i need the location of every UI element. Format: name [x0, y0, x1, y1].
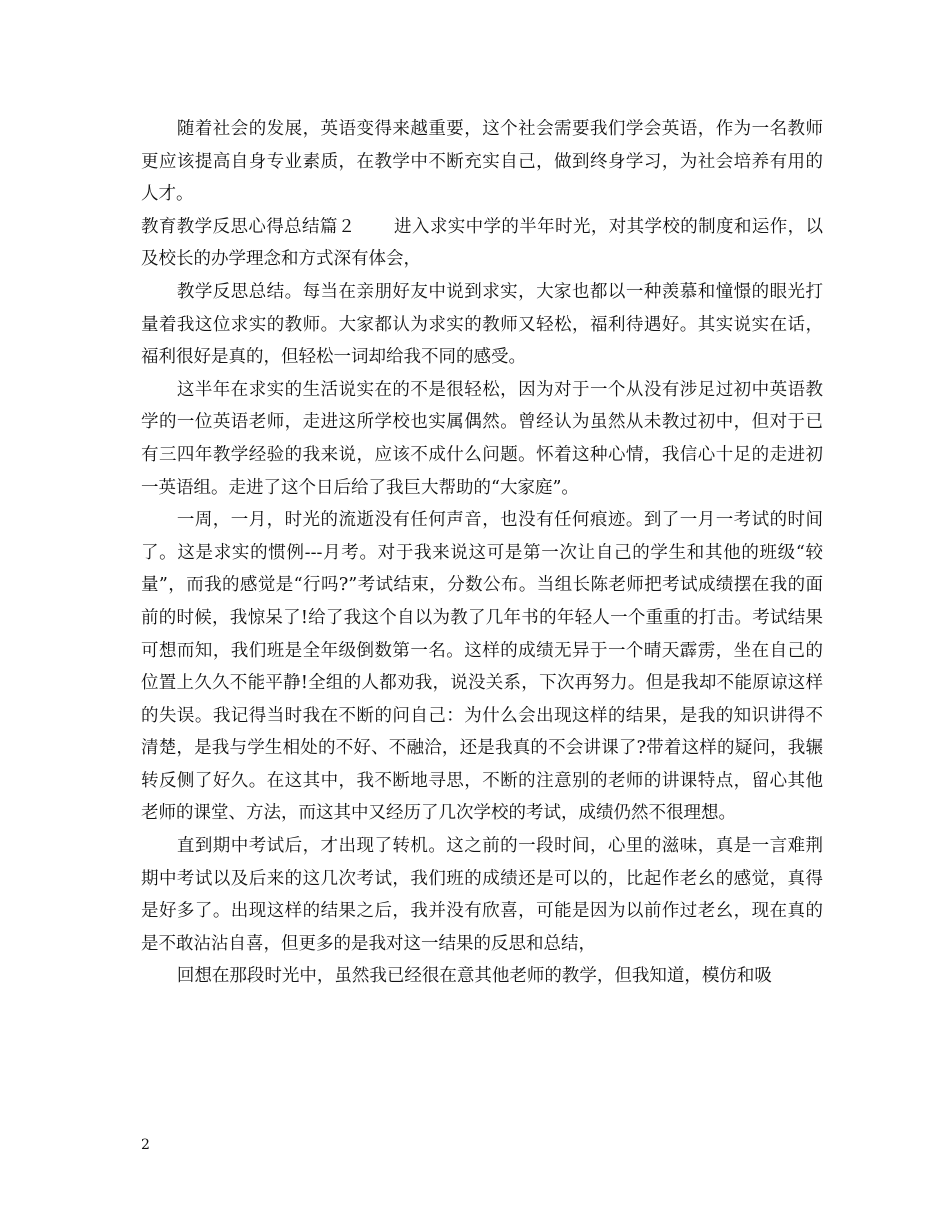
- heading-paragraph: [141, 211, 823, 276]
- paragraph: 教学反思总结。每当在亲朋好友中说到求实，大家也都以一种羡慕和憧憬的眼光打量着我这位求实的教师。大家都认为求实的教师又轻松，福利待遇好。其实说实在话，福利很好是真的，但轻松一词却给我不同的感受。: [141, 281, 823, 368]
- paragraph: 这半年在求实的生活说实在的不是很轻松，因为对于一个从没有涉足过初中英语教学的一位英语老师，走进这所学校也实属偶然。曾经认为虽然从未教过初中，但对于已有三四年教学经验的我来说，应该不成什么问题。怀着这种心情，我信心十足的走进初一英语组。走进了这个日后给了我巨大帮助的“大家庭”。: [141, 379, 823, 498]
- paragraph: 直到期中考试后，才出现了转机。这之前的一段时间，心里的滋味，真是一言难荆期中考试以及后来的这几次考试，我们班的成绩还是可以的，比起作老幺的感觉，真得是好多了。出现这样的结果之后，我并没有欣喜，可能是因为以前作过老幺，现在真的是不敢沾沾自喜，但更多的是我对这一结果的反思和总结，: [141, 836, 823, 954]
- page-number: 2: [141, 1137, 150, 1153]
- document-body: [141, 113, 823, 993]
- paragraph: 随着社会的发展，英语变得来越重要，这个社会需要我们学会英语，作为一名教师更应该提高自身专业素质，在教学中不断充实自己，做到终身学习，为社会培养有用的人才。: [141, 119, 823, 205]
- section-heading: 教育教学反思心得总结篇２: [141, 216, 356, 237]
- paragraph: 一周，一月，时光的流逝没有任何声音，也没有任何痕迹。到了一月一考试的时间了。这是求实的惯例---月考。对于我来说这可是第一次让自己的学生和其他的班级“较量”，而我的感觉是“行吗?”考试结束，分数公布。当组长陈老师把考试成绩摆在我的面前的时候，我惊呆了!给了我这个自以为教了几年书的年轻人一个重重的打击。考试结果可想而知，我们班是全年级倒数第一名。这样的成绩无异于一个晴天霹雳，坐在自己的位置上久久不能平静!全组的人都劝我，说没关系，下次再努力。但是我却不能原谅这样的失误。我记得当时我在不断的问自己：为什么会出现这样的结果，是我的知识讲得不清楚，是我与学生相处的不好、不融洽，还是我真的不会讲课了?带着这样的疑问，我辗转反侧了好久。在这其中，我不断地寻思，不断的注意别的老师的讲课特点，留心其他老师的课堂、方法，而这其中又经历了几次学校的考试，成绩仍然不很理想。: [141, 510, 823, 824]
- heading-paragraph-text: 进入求实中学的半年时光，对其学校的制度和运作，以及校长的办学理念和方式深有体会，: [141, 216, 824, 270]
- paragraph: 回想在那段时光中，虽然我已经很在意其他老师的教学，但我知道，模仿和吸: [176, 966, 772, 987]
